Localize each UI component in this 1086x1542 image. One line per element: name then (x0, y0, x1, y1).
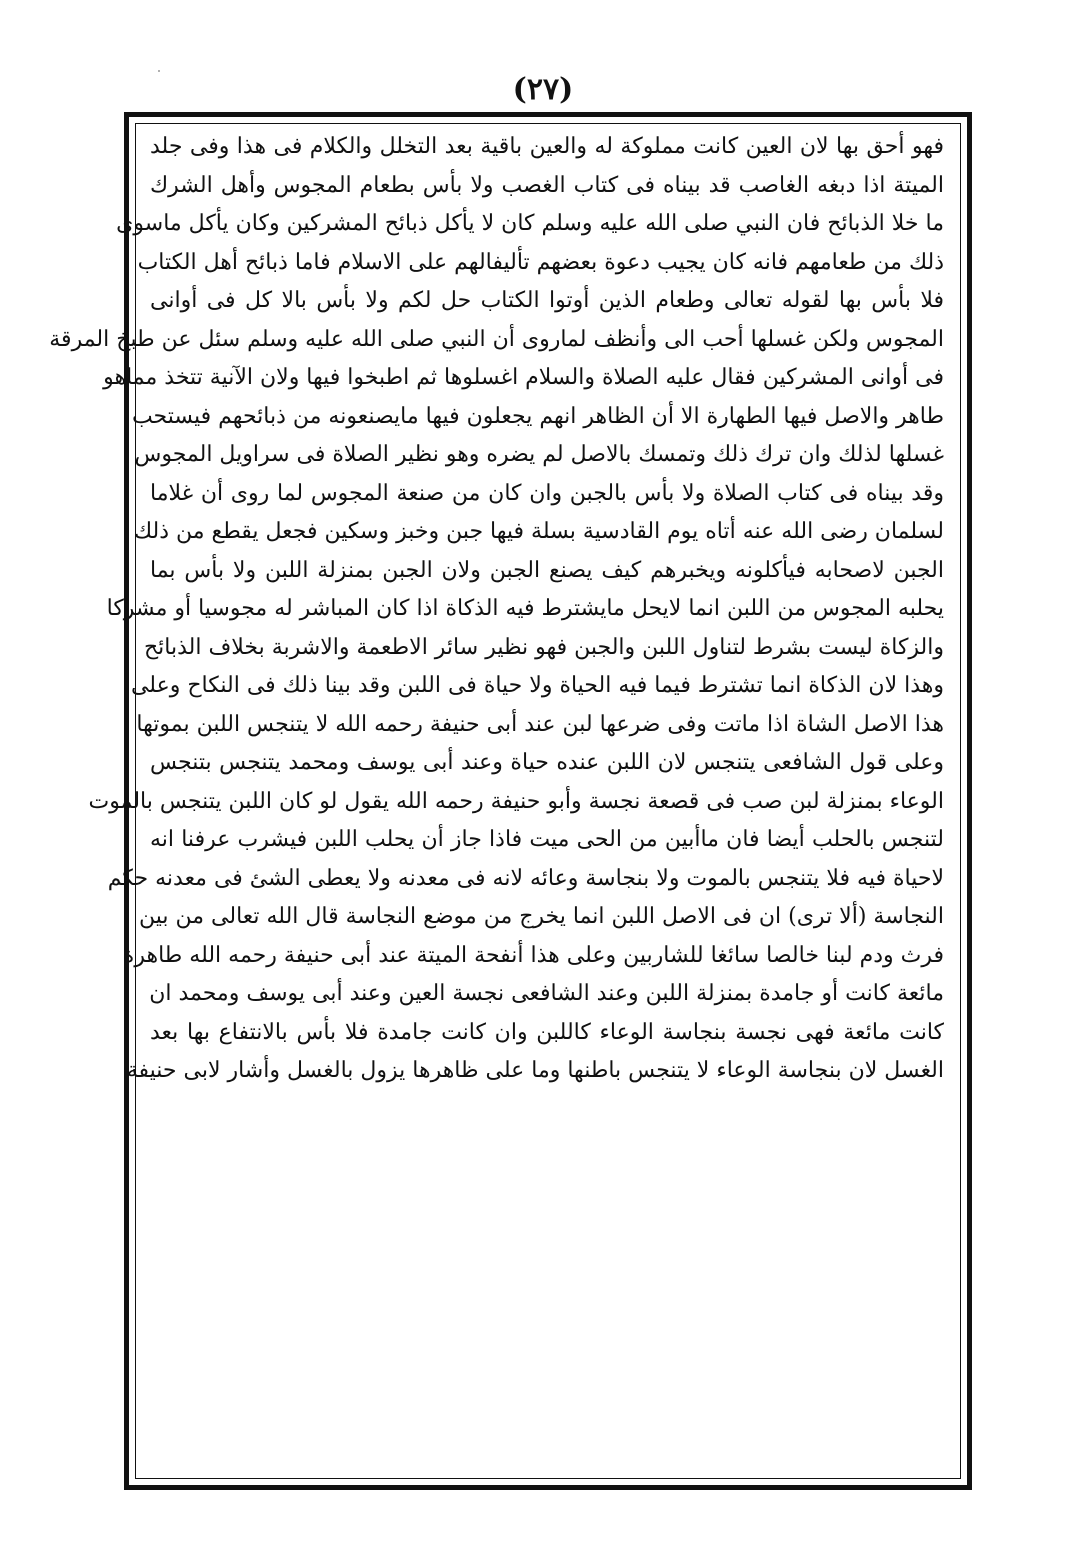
text-line: فى أوانى المشركين فقال عليه الصلاة والسلام اغسلوها ثم اطبخوا فيها ولان الآنية تتخذ مماهو (103, 365, 944, 390)
text-line: هذا الاصل الشاة اذا ماتت وفى ضرعها لبن عند أبى حنيفة رحمه الله لا يتنجس اللبن بموتها (136, 711, 944, 737)
text-line: لسلمان رضى الله عنه أتاه يوم القادسية بسلة فيها جبن وخبز وسكين فجعل يقطع من ذلك (133, 519, 944, 544)
text-line: الغسل لان بنجاسة الوعاء لا يتنجس باطنها وما على ظاهرها يزول بالغسل وأشار لابى حنيفة (126, 1058, 944, 1083)
text-line: وقد بيناه فى كتاب الصلاة ولا بأس بالجبن وان كان من صنعة المجوس لما روى أن غلاما (150, 480, 944, 506)
text-line: لاحياة فيه فلا يتنجس بالموت ولا بنجاسة وعائه لانه فى معدنه ولا يعطى الشئ فى معدنه حكم (107, 865, 944, 891)
text-line: كانت مائعة فهى نجسة بنجاسة الوعاء كاللبن وان كانت جامدة فلا بأس بالانتفاع بها بعد (150, 1019, 944, 1045)
text-line: الوعاء بمنزلة لبن صب فى قصعة نجسة وأبو حنيفة رحمه الله يقول لو كان اللبن يتنجس بالموت (88, 788, 944, 814)
text-line: طاهر والاصل فيها الطهارة الا أن الظاهر انهم يجعلون فيها مايصنعونه من ذبائحهم فيستحب (131, 403, 944, 429)
text-line: فلا بأس بها لقوله تعالى وطعام الذين أوتوا الكتاب حل لكم ولا بأس بالا كل فى أوانى (150, 288, 944, 313)
page-number: (٢٧) (512, 72, 574, 107)
text-line: والزكاة ليست بشرط لتناول اللبن والجبن فهو نظير سائر الاطعمة والاشربة بخلاف الذبائح (143, 634, 944, 660)
text-line: يحلبه المجوس من اللبن انما لايحل مايشترط فيه الذكاة اذا كان المباشر له مجوسيا أو مشركا (106, 596, 944, 621)
text-line: فرث ودم لبنا خالصا سائغا للشاربين وعلى هذا أنفحة الميتة عند أبى حنيفة رحمه الله طاهرة (122, 942, 944, 968)
text-line: لتنجس بالحلب أيضا فان ماأبين من الحى ميت فاذا جاز أن يحلب اللبن فيشرب عرفنا انه (150, 827, 944, 852)
text-line: فهو أحق بها لان العين كانت مملوكة له والعين باقية بعد التخلل والكلام فى هذا وفى جلد (150, 134, 944, 159)
text-line: وعلى قول الشافعى يتنجس لان اللبن عنده حياة وعند أبى يوسف ومحمد يتنجس بتنجس (150, 750, 944, 775)
text-line: المجوس ولكن غسلها أحب الى وأنظف لماروى أن النبي صلى الله عليه وسلم سئل عن طبخ المرقة (49, 326, 944, 352)
text-line: وهذا لان الذكاة انما تشترط فيما فيه الحياة ولا حياة فى اللبن وقد بينا ذلك فى النكاح وعلى (130, 673, 944, 698)
text-line: الجبن لاصحابه فيأكلونه ويخبرهم كيف يصنع الجبن ولان الجبن بمنزلة اللبن ولا بأس بما (150, 557, 944, 583)
text-body (49, 128, 944, 1468)
text-line: غسلها لذلك وان ترك ذلك وتمسك بالاصل لم يضره وهو نظير الصلاة فى سراويل المجوس (134, 442, 944, 467)
text-line: مائعة كانت أو جامدة بمنزلة اللبن وعند الشافعى نجسة العين وعند أبى يوسف ومحمد ان (149, 981, 944, 1006)
text-line: الميتة اذا دبغه الغاصب قد بيناه فى كتاب الغصب ولا بأس بطعام المجوس وأهل الشرك (150, 172, 944, 198)
text-line: ما خلا الذبائح فان النبي صلى الله عليه وسلم كان لا يأكل ذبائح المشركين وكان يأكل ماسوى (116, 211, 944, 236)
text-line: ذلك من طعامهم فانه كان يجيب دعوة بعضهم تأليفالهم على الاسلام فاما ذبائح أهل الكتاب (137, 249, 944, 275)
text-line: النجاسة (ألا ترى) ان فى الاصل اللبن انما يخرج من موضع النجاسة قال الله تعالى من بين (139, 904, 944, 929)
